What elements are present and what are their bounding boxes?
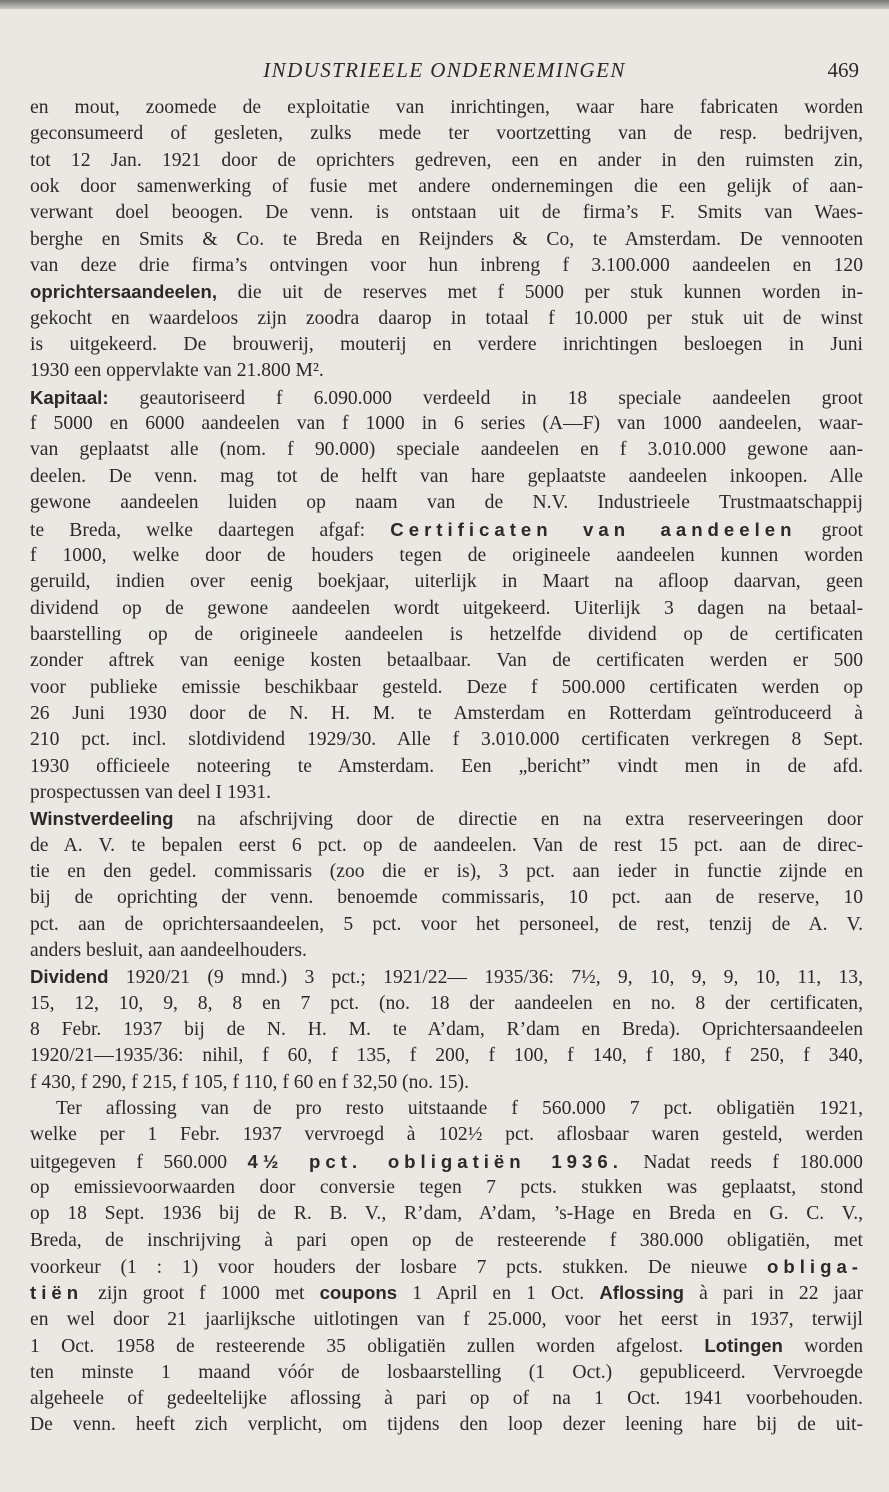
text-run: 15, 12, 10, 9, 8, 8 en 7 pct. (no. 18 der aandeelen en no. 8 der certificaten, [30, 992, 863, 1014]
text-run: van geplaatst alle (nom. f 90.000) speciale aandeelen en f 3.010.000 gewone aan- [30, 439, 863, 461]
text-line [30, 938, 863, 964]
text-line [30, 174, 863, 200]
running-title: INDUSTRIEELE ONDERNEMINGEN [263, 58, 626, 82]
text-run: groot [796, 519, 863, 541]
text-run: 1920/21—1935/36: nihil, f 60, f 135, f 200, f 100, f 140, f 180, f 250, f 340, [30, 1045, 863, 1067]
text-line [30, 1096, 863, 1122]
text-run: 1930 officieele noteering te Amsterdam. Een „bericht” vindt men in de afd. [30, 755, 863, 777]
text-run: Breda, de inschrijving à pari open op de resteerende f 380.000 obligatiën, met [30, 1229, 863, 1251]
text-run: 1920/21 (9 mnd.) 3 pct.; 1921/22— 1935/36: 7½, 9, 10, 9, 9, 10, 11, 13, [108, 967, 863, 989]
text-run: na afschrijving door de directie en na extra reserveeringen door [173, 809, 863, 831]
text-line [30, 227, 863, 253]
text-line [30, 780, 863, 806]
text-line [30, 727, 863, 753]
text-run: pct. aan de oprichtersaandeelen, 5 pct. voor het personeel, de rest, tenzij de A. V. [30, 913, 863, 935]
text-run: bij de oprichting der venn. benoemde commissaris, 10 pct. aan de reserve, 10 [30, 887, 863, 909]
spaced-term: Certificaten van aandeelen [390, 518, 797, 540]
text-run: baarstelling op de origineele aandeelen is hetzelfde dividend op de certificaten [30, 623, 863, 645]
text-run: welke per 1 Febr. 1937 vervroegd à 102½ pct. aflosbaar waren gesteld, werden [30, 1124, 863, 1146]
text-run: deelen. De venn. mag tot de helft van hare geplaatste aandeelen inkoopen. Alle [30, 465, 863, 487]
text-line [30, 358, 863, 384]
text-run: die uit de reserves met f 5000 per stuk kunnen worden in- [217, 282, 863, 304]
text-line [30, 95, 863, 121]
bold-term: Kapitaal: [30, 386, 109, 408]
text-run: uitgegeven f 560.000 [30, 1151, 248, 1173]
text-run: f 430, f 290, f 215, f 105, f 110, f 60 en f 32,50 (no. 15). [30, 1071, 469, 1093]
text-run: De venn. heeft zich verplicht, om tijdens den loop dezer leening hare bij de uit- [30, 1414, 863, 1436]
page-number: 469 [827, 58, 859, 82]
text-line [30, 964, 863, 990]
text-line [30, 543, 863, 569]
text-run: 26 Juni 1930 door de N. H. M. te Amsterdam en Rotterdam geïntroduceerd à [30, 702, 863, 724]
text-line [30, 148, 863, 174]
body-text [30, 95, 863, 1439]
text-line [30, 253, 863, 279]
text-run: en mout, zoomede de exploitatie van inrichtingen, waar hare fabricaten worden [30, 97, 863, 118]
text-line [30, 1360, 863, 1386]
text-line [30, 833, 863, 859]
text-line [30, 1254, 863, 1280]
bold-term: Lotingen [704, 1335, 783, 1357]
text-run: is uitgekeerd. De brouwerij, mouterij en verdere inrichtingen besloegen in Juni [30, 334, 863, 356]
text-line [30, 596, 863, 622]
bold-term: coupons [319, 1282, 398, 1304]
text-run: berghe en Smits & Co. te Breda en Reijnders & Co, te Amsterdam. De vennooten [30, 228, 863, 250]
text-run: geconsumeerd of gesleten, zulks mede ter voortzetting van de resp. bedrijven, [30, 123, 863, 145]
bold-term: oprichtersaandeelen, [30, 281, 218, 303]
text-line [30, 806, 863, 832]
text-line [30, 675, 863, 701]
text-line [30, 437, 863, 463]
text-line [30, 1412, 863, 1438]
bold-term: Dividend [30, 966, 109, 988]
text-run: voor publieke emissie beschikbaar gesteld. Deze f 500.000 certificaten werden op [30, 676, 863, 698]
text-line [30, 569, 863, 595]
text-line [30, 859, 863, 885]
text-line [30, 648, 863, 674]
text-run: geruild, indien over eenig boekjaar, uiterlijk in Maart na afloop daarvan, geen [30, 571, 863, 593]
text-run: ook door samenwerking of fusie met andere ondernemingen die een gelijk of aan- [30, 176, 863, 198]
spaced-term: 4½ pct. obligatiën 1936. [247, 1150, 623, 1172]
text-line [30, 1333, 863, 1359]
text-line [30, 411, 863, 437]
text-run: 210 pct. incl. slotdividend 1929/30. Alle f 3.010.000 certificaten verkregen 8 Sept. [30, 729, 863, 751]
text-line [30, 464, 863, 490]
text-line [30, 1149, 863, 1175]
text-line [30, 306, 863, 332]
text-run: f 5000 en 6000 aandeelen van f 1000 in 6 series (A—F) van 1000 aandeelen, waar- [30, 413, 863, 435]
bold-term: Aflossing [599, 1282, 685, 1304]
text-line [30, 1070, 863, 1096]
text-line [30, 200, 863, 226]
text-line [30, 754, 863, 780]
text-line [30, 1386, 863, 1412]
text-line [30, 1043, 863, 1069]
text-line [30, 885, 863, 911]
spaced-term: tiën [30, 1282, 84, 1304]
text-run: anders besluit, aan aandeelhouders. [30, 940, 307, 961]
text-run: 1 April en 1 Oct. [397, 1283, 600, 1305]
text-line [30, 1228, 863, 1254]
spaced-term: obliga- [767, 1256, 863, 1278]
text-line [30, 1280, 863, 1306]
text-line [30, 622, 863, 648]
text-line [30, 991, 863, 1017]
text-run: geautoriseerd f 6.090.000 verdeeld in 18 speciale aandeelen groot [108, 387, 863, 409]
text-line [30, 1307, 863, 1333]
text-line [30, 1017, 863, 1043]
text-line [30, 701, 863, 727]
text-line [30, 332, 863, 358]
text-run: op emissievoorwaarden door conversie tegen 7 pcts. stukken was geplaatst, stond [30, 1177, 863, 1199]
text-run: zijn groot f 1000 met [83, 1283, 320, 1305]
page-top-edge [0, 0, 889, 9]
text-run: tie en den gedel. commissaris (zoo die er is), 3 pct. aan ieder in functie zijnde en [30, 860, 863, 882]
text-run: voorkeur (1 : 1) voor houders der losbare 7 pcts. stukken. De nieuwe [30, 1257, 768, 1279]
text-line [30, 121, 863, 147]
text-run: tot 12 Jan. 1921 door de oprichters gedreven, een en ander in den ruimsten zin, [30, 149, 863, 171]
text-run: f 1000, welke door de houders tegen de origineele aandeelen kunnen worden [30, 544, 863, 566]
text-run: verwant doel beoogen. De venn. is ontstaan uit de firma’s F. Smits van Waes- [30, 202, 863, 224]
text-run: gekocht en waardeloos zijn zoodra daarop in totaal f 10.000 per stuk uit de winst [30, 307, 863, 329]
text-run: op 18 Sept. 1936 bij de R. B. V., R’dam, A’dam, ’s-Hage en Breda en G. C. V., [30, 1203, 863, 1225]
text-line [30, 385, 863, 411]
text-run: 1930 een oppervlakte van 21.800 M². [30, 360, 324, 382]
text-run: te Breda, welke daartegen afgaf: [30, 519, 391, 541]
bold-term: Winstverdeeling [30, 808, 174, 830]
text-line [30, 912, 863, 938]
text-run: van deze drie firma’s ontvingen voor hun inbreng f 3.100.000 aandeelen en 120 [30, 255, 863, 277]
text-run: algeheele of gedeeltelijke aflossing à pari op of na 1 Oct. 1941 voorbehouden. [30, 1387, 863, 1409]
text-run: prospectussen van deel I 1931. [30, 781, 272, 803]
text-line [30, 517, 863, 543]
text-run: à pari in 22 jaar [684, 1283, 863, 1305]
text-line [30, 1201, 863, 1227]
text-run: 8 Febr. 1937 bij de N. H. M. te A’dam, R’dam en Breda). Oprichtersaandeelen [30, 1019, 863, 1041]
text-run: zonder aftrek van eenige kosten betaalbaar. Van de certificaten werden er 500 [30, 650, 863, 672]
text-line [30, 490, 863, 516]
text-run: Nadat reeds f 180.000 [622, 1151, 863, 1173]
text-line [30, 1122, 863, 1148]
text-line [30, 279, 863, 305]
text-run: 1 Oct. 1958 de resteerende 35 obligatiën zullen worden afgelost. [30, 1336, 705, 1358]
text-run: de A. V. te bepalen eerst 6 pct. op de aandeelen. Van de rest 15 pct. aan de direc- [30, 834, 863, 856]
text-line [30, 1175, 863, 1201]
text-run: en wel door 21 jaarlijksche uitlotingen van f 25.000, voor het eerst in 1937, terwijl [30, 1308, 863, 1330]
text-run: ten minste 1 maand vóór de losbaarstelling (1 Oct.) gepubliceerd. Vervroegde [30, 1361, 863, 1383]
text-run: worden [782, 1336, 863, 1358]
page-header [0, 58, 889, 88]
text-run: Ter aflossing van de pro resto uitstaande f 560.000 7 pct. obligatiën 1921, [56, 1098, 863, 1120]
text-run: gewone aandeelen luiden op naam van de N.V. Industrieele Trustmaatschappij [30, 492, 863, 514]
text-run: dividend op de gewone aandeelen wordt uitgekeerd. Uiterlijk 3 dagen na betaal- [30, 597, 863, 619]
